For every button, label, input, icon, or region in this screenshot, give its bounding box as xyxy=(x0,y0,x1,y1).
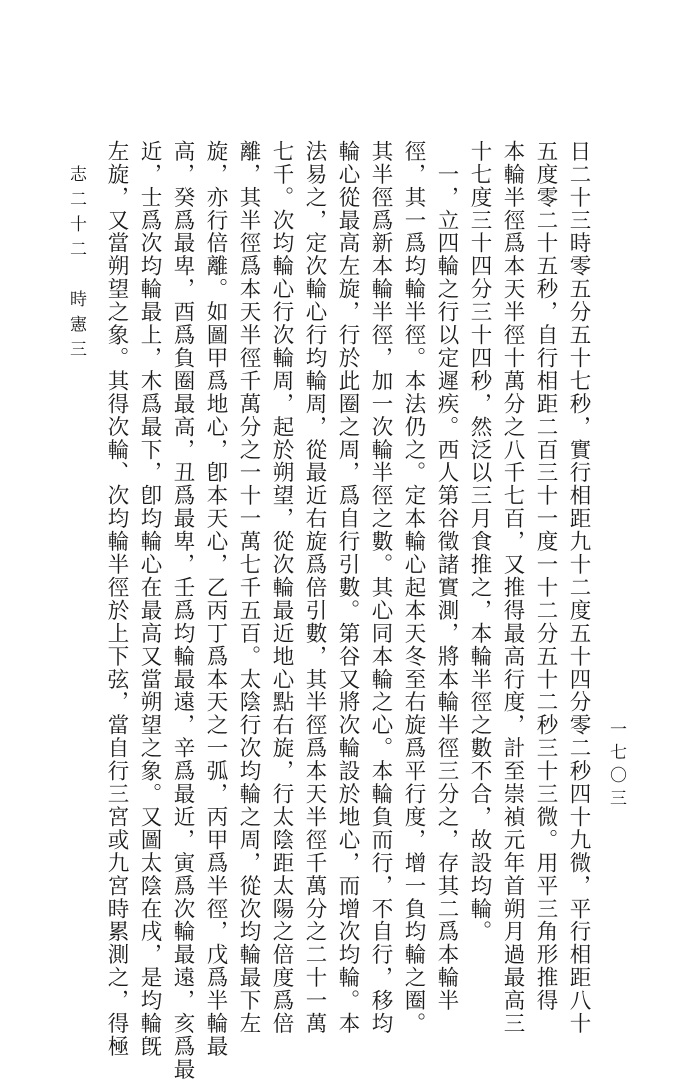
text-column-12: 旋，亦行倍離。如圖甲爲地心，卽本天心，乙丙丁爲本天之一弧，丙甲爲半徑，戊爲半輪最 xyxy=(203,140,228,1058)
text-column-10: 七千。次均輪心行次輪周，起於朔望，從次輪最近地心點右旋，行太陰距太陽之倍度爲倍 xyxy=(269,140,294,1036)
text-column-9: 法易之，定次輪心行均輪周，從最近右旋爲倍引數，其半徑爲本天半徑千萬分之二十一萬 xyxy=(302,140,327,1036)
text-column-8: 輪心從最高左旋，行於此圈之周，爲自行引數。第谷又將次輪設於地心，而增次均輪。本 xyxy=(335,140,360,1036)
text-column-14: 近，士爲次均輪最上，木爲最下，卽均輪心在最高又當朔望之象。又圖太陰在戌，是均輪旣 xyxy=(137,140,162,1058)
text-column-7: 其半徑爲新本輪半徑，加一次輪半徑之數。其心同本輪之心。本輪負而行，不自行，移均 xyxy=(368,140,393,1036)
text-column-11: 離，其半徑爲本天半徑千萬分之一十一萬七千五百。太陰行次均輪之周，從次均輪最下左 xyxy=(236,140,261,1036)
text-column-5: 一，立四輪之行以定遲疾。西人第谷徵諸實測，將本輪半徑三分之，存其二爲本輪半 xyxy=(434,140,459,1013)
text-column-13: 高，癸爲最卑，酉爲負圈最高，丑爲最卑，壬爲均輪最遠，辛爲最近，寅爲次輪最遠，亥爲最 xyxy=(170,140,195,1081)
text-column-6: 徑，其一爲均輪半徑。本法仍之。定本輪心起本天冬至右旋爲平行度，增一負均輪之圈。 xyxy=(401,140,426,1036)
page-number: 一七〇三 xyxy=(606,720,626,812)
text-column-2: 五度零二十五秒，自行相距二百三十一度一十二分五十二秒三十三微。用平三角形推得 xyxy=(533,140,558,1013)
text-column-4: 十七度三十四分三十四秒，然泛以三月食推之，本輪半徑之數不合，故設均輪。 xyxy=(467,140,492,944)
text-column-3: 本輪半徑爲本天半徑十萬分之八千七百，又推得最高行度，計至崇禎元年首朔月過最高三 xyxy=(500,140,525,1036)
text-column-15: 左旋，又當朔望之象。其得次輪、次均輪半徑於上下弦，當自行三宮或九宮時累測之，得極 xyxy=(104,140,129,1058)
running-head: 志二十二 時憲三 xyxy=(66,165,86,365)
text-column-1: 日二十三時零五分五十七秒，實行相距九十二度五十四分零二秒四十九微，平行相距八十 xyxy=(566,140,591,1036)
